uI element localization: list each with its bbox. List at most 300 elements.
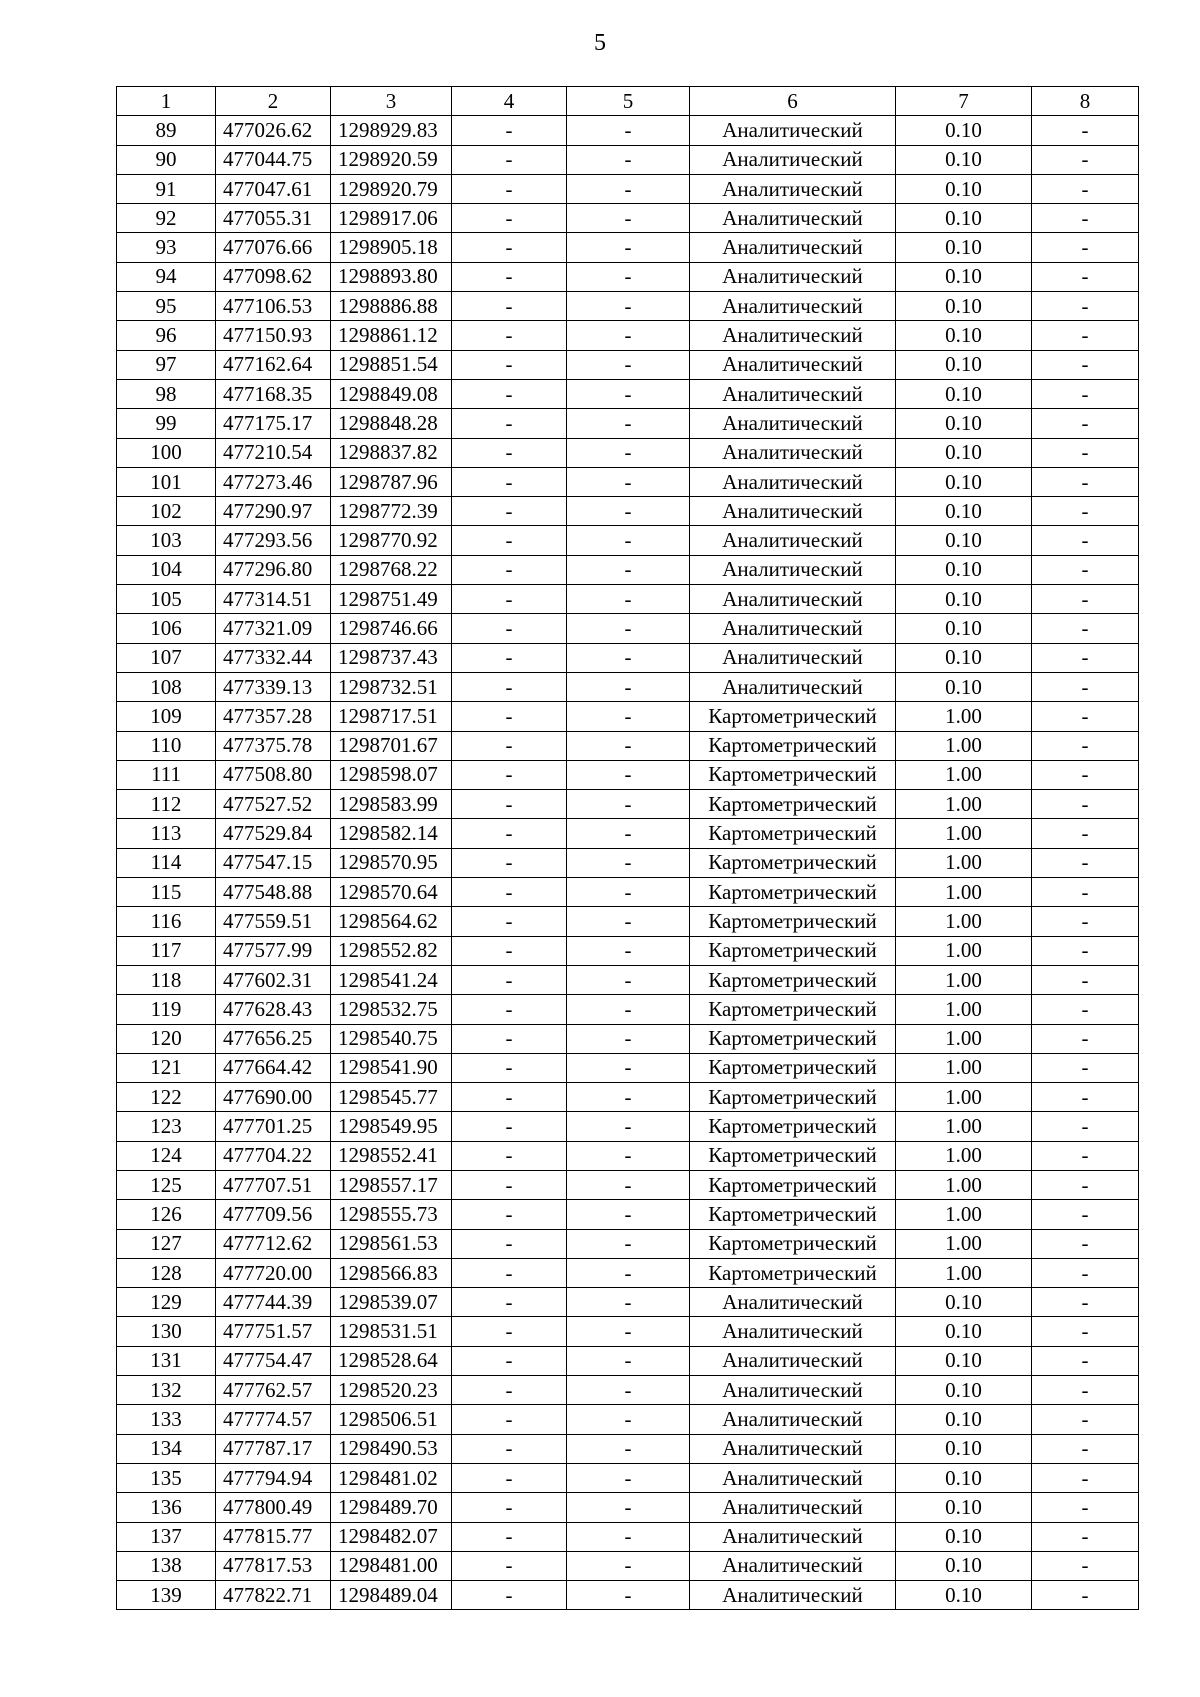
column-5-cell: - [567,731,690,760]
column-5-cell: - [567,204,690,233]
accuracy-cell: 0.10 [896,643,1032,672]
coordinate-x: 477701.25 [216,1112,331,1141]
column-8-cell: - [1032,819,1139,848]
method-cell: Аналитический [690,350,896,379]
column-4-cell: - [452,174,567,203]
table-row [117,585,1139,614]
table-row [117,848,1139,877]
coordinate-y: 1298929.83 [331,116,452,145]
coordinate-y: 1298482.07 [331,1522,452,1551]
accuracy-cell: 1.00 [896,995,1032,1024]
table-row [117,731,1139,760]
method-cell: Аналитический [690,1581,896,1610]
column-4-cell: - [452,116,567,145]
point-number: 126 [117,1200,216,1229]
coordinate-y: 1298506.51 [331,1405,452,1434]
accuracy-cell: 1.00 [896,907,1032,936]
column-8-cell: - [1032,1493,1139,1522]
column-5-cell: - [567,1288,690,1317]
column-4-cell: - [452,1170,567,1199]
point-number: 97 [117,350,216,379]
point-number: 109 [117,702,216,731]
column-8-cell: - [1032,848,1139,877]
point-number: 117 [117,936,216,965]
table-row [117,965,1139,994]
coordinate-x: 477822.71 [216,1581,331,1610]
coordinate-x: 477817.53 [216,1551,331,1580]
point-number: 106 [117,614,216,643]
column-5-cell: - [567,321,690,350]
table-row [117,204,1139,233]
point-number: 139 [117,1581,216,1610]
method-cell: Картометрический [690,731,896,760]
table-row [117,702,1139,731]
column-4-cell: - [452,848,567,877]
accuracy-cell: 1.00 [896,1141,1032,1170]
coordinate-y: 1298772.39 [331,497,452,526]
point-number: 94 [117,262,216,291]
coordinate-x: 477508.80 [216,760,331,789]
coordinate-y: 1298905.18 [331,233,452,262]
accuracy-cell: 1.00 [896,1229,1032,1258]
table-row [117,497,1139,526]
coordinate-x: 477076.66 [216,233,331,262]
column-8-cell: - [1032,145,1139,174]
table-row [117,1258,1139,1287]
coordinate-y: 1298552.82 [331,936,452,965]
coordinate-x: 477712.62 [216,1229,331,1258]
point-number: 121 [117,1053,216,1082]
column-5-cell: - [567,1112,690,1141]
coordinate-x: 477175.17 [216,409,331,438]
table-row [117,1405,1139,1434]
point-number: 134 [117,1434,216,1463]
method-cell: Картометрический [690,907,896,936]
column-8-cell: - [1032,233,1139,262]
coordinate-y: 1298893.80 [331,262,452,291]
method-cell: Картометрический [690,936,896,965]
point-number: 108 [117,672,216,701]
coordinate-x: 477762.57 [216,1376,331,1405]
method-cell: Аналитический [690,1405,896,1434]
column-4-cell: - [452,145,567,174]
column-5-cell: - [567,585,690,614]
method-cell: Аналитический [690,233,896,262]
coordinate-y: 1298851.54 [331,350,452,379]
table-row [117,878,1139,907]
column-8-cell: - [1032,614,1139,643]
point-number: 98 [117,379,216,408]
column-8-cell: - [1032,760,1139,789]
column-header: 4 [452,87,567,116]
method-cell: Аналитический [690,321,896,350]
table-row [117,1053,1139,1082]
accuracy-cell: 0.10 [896,438,1032,467]
coordinate-y: 1298787.96 [331,467,452,496]
coordinate-y: 1298886.88 [331,292,452,321]
point-number: 93 [117,233,216,262]
accuracy-cell: 1.00 [896,790,1032,819]
coordinate-y: 1298848.28 [331,409,452,438]
column-4-cell: - [452,321,567,350]
column-4-cell: - [452,731,567,760]
accuracy-cell: 0.10 [896,204,1032,233]
coordinate-x: 477044.75 [216,145,331,174]
column-8-cell: - [1032,497,1139,526]
column-4-cell: - [452,1551,567,1580]
table-row [117,1317,1139,1346]
coordinate-x: 477026.62 [216,116,331,145]
column-5-cell: - [567,878,690,907]
coordinate-x: 477751.57 [216,1317,331,1346]
method-cell: Аналитический [690,204,896,233]
coordinate-x: 477794.94 [216,1463,331,1492]
column-5-cell: - [567,702,690,731]
column-header: 2 [216,87,331,116]
table-row [117,262,1139,291]
column-4-cell: - [452,555,567,584]
column-5-cell: - [567,1376,690,1405]
coordinate-y: 1298481.02 [331,1463,452,1492]
point-number: 90 [117,145,216,174]
method-cell: Аналитический [690,1376,896,1405]
coordinate-y: 1298717.51 [331,702,452,731]
coordinate-y: 1298481.00 [331,1551,452,1580]
column-4-cell: - [452,526,567,555]
method-cell: Аналитический [690,409,896,438]
column-5-cell: - [567,1405,690,1434]
column-4-cell: - [452,467,567,496]
point-number: 91 [117,174,216,203]
table-row [117,1522,1139,1551]
coordinate-x: 477602.31 [216,965,331,994]
point-number: 136 [117,1493,216,1522]
table-row [117,819,1139,848]
column-8-cell: - [1032,672,1139,701]
accuracy-cell: 0.10 [896,1551,1032,1580]
accuracy-cell: 1.00 [896,1083,1032,1112]
column-8-cell: - [1032,1317,1139,1346]
column-5-cell: - [567,1229,690,1258]
point-number: 107 [117,643,216,672]
table-row [117,1551,1139,1580]
column-8-cell: - [1032,555,1139,584]
method-cell: Аналитический [690,585,896,614]
column-5-cell: - [567,1463,690,1492]
coordinate-x: 477628.43 [216,995,331,1024]
method-cell: Картометрический [690,878,896,907]
column-4-cell: - [452,1346,567,1375]
column-4-cell: - [452,643,567,672]
column-8-cell: - [1032,731,1139,760]
coordinate-x: 477047.61 [216,174,331,203]
coordinate-y: 1298528.64 [331,1346,452,1375]
column-8-cell: - [1032,643,1139,672]
method-cell: Картометрический [690,1024,896,1053]
accuracy-cell: 0.10 [896,1581,1032,1610]
column-8-cell: - [1032,1053,1139,1082]
table-header-row [117,87,1139,116]
accuracy-cell: 1.00 [896,1024,1032,1053]
table-row [117,1493,1139,1522]
method-cell: Картометрический [690,965,896,994]
column-4-cell: - [452,1288,567,1317]
column-5-cell: - [567,409,690,438]
point-number: 127 [117,1229,216,1258]
table-row [117,790,1139,819]
column-5-cell: - [567,1346,690,1375]
coordinate-x: 477150.93 [216,321,331,350]
column-5-cell: - [567,497,690,526]
point-number: 116 [117,907,216,936]
point-number: 125 [117,1170,216,1199]
column-5-cell: - [567,790,690,819]
column-5-cell: - [567,555,690,584]
column-8-cell: - [1032,790,1139,819]
point-number: 137 [117,1522,216,1551]
column-5-cell: - [567,614,690,643]
column-4-cell: - [452,1376,567,1405]
column-4-cell: - [452,907,567,936]
column-4-cell: - [452,1317,567,1346]
column-5-cell: - [567,1317,690,1346]
coordinate-y: 1298541.90 [331,1053,452,1082]
coordinate-x: 477098.62 [216,262,331,291]
point-number: 112 [117,790,216,819]
column-8-cell: - [1032,350,1139,379]
coordinate-x: 477559.51 [216,907,331,936]
accuracy-cell: 0.10 [896,672,1032,701]
coordinate-x: 477547.15 [216,848,331,877]
column-5-cell: - [567,145,690,174]
column-8-cell: - [1032,1346,1139,1375]
table-row [117,438,1139,467]
table-row [117,1200,1139,1229]
accuracy-cell: 0.10 [896,379,1032,408]
table-row [117,672,1139,701]
coordinate-x: 477548.88 [216,878,331,907]
coordinate-y: 1298917.06 [331,204,452,233]
column-header: 8 [1032,87,1139,116]
column-4-cell: - [452,1405,567,1434]
accuracy-cell: 0.10 [896,1434,1032,1463]
column-4-cell: - [452,1083,567,1112]
coordinate-x: 477787.17 [216,1434,331,1463]
table-row [117,555,1139,584]
column-8-cell: - [1032,585,1139,614]
accuracy-cell: 0.10 [896,145,1032,174]
coordinates-table [116,86,1139,1610]
column-4-cell: - [452,1229,567,1258]
column-5-cell: - [567,1581,690,1610]
table-row [117,907,1139,936]
table-row [117,1346,1139,1375]
point-number: 95 [117,292,216,321]
column-8-cell: - [1032,379,1139,408]
accuracy-cell: 1.00 [896,1112,1032,1141]
point-number: 133 [117,1405,216,1434]
accuracy-cell: 0.10 [896,614,1032,643]
coordinate-y: 1298582.14 [331,819,452,848]
coordinate-x: 477290.97 [216,497,331,526]
table-row [117,1288,1139,1317]
point-number: 92 [117,204,216,233]
coordinate-x: 477168.35 [216,379,331,408]
column-5-cell: - [567,174,690,203]
accuracy-cell: 0.10 [896,350,1032,379]
column-5-cell: - [567,760,690,789]
column-4-cell: - [452,1493,567,1522]
method-cell: Аналитический [690,526,896,555]
column-5-cell: - [567,438,690,467]
method-cell: Картометрический [690,848,896,877]
column-4-cell: - [452,438,567,467]
table-row [117,1229,1139,1258]
point-number: 103 [117,526,216,555]
coordinate-x: 477314.51 [216,585,331,614]
method-cell: Аналитический [690,1288,896,1317]
column-header: 7 [896,87,1032,116]
method-cell: Картометрический [690,819,896,848]
method-cell: Картометрический [690,1112,896,1141]
table-row [117,1376,1139,1405]
column-8-cell: - [1032,467,1139,496]
column-8-cell: - [1032,321,1139,350]
column-4-cell: - [452,1200,567,1229]
column-8-cell: - [1032,965,1139,994]
column-5-cell: - [567,1258,690,1287]
table-row [117,995,1139,1024]
column-5-cell: - [567,819,690,848]
coordinate-x: 477774.57 [216,1405,331,1434]
column-5-cell: - [567,1141,690,1170]
accuracy-cell: 0.10 [896,116,1032,145]
method-cell: Аналитический [690,1463,896,1492]
coordinate-y: 1298489.70 [331,1493,452,1522]
column-4-cell: - [452,233,567,262]
accuracy-cell: 0.10 [896,1493,1032,1522]
column-4-cell: - [452,379,567,408]
method-cell: Аналитический [690,614,896,643]
column-4-cell: - [452,790,567,819]
accuracy-cell: 0.10 [896,1346,1032,1375]
accuracy-cell: 1.00 [896,1170,1032,1199]
method-cell: Аналитический [690,467,896,496]
column-5-cell: - [567,292,690,321]
coordinate-y: 1298532.75 [331,995,452,1024]
method-cell: Картометрический [690,702,896,731]
column-8-cell: - [1032,116,1139,145]
accuracy-cell: 1.00 [896,819,1032,848]
column-4-cell: - [452,585,567,614]
method-cell: Аналитический [690,262,896,291]
coordinate-y: 1298849.08 [331,379,452,408]
column-5-cell: - [567,995,690,1024]
column-8-cell: - [1032,907,1139,936]
accuracy-cell: 1.00 [896,760,1032,789]
column-5-cell: - [567,907,690,936]
column-5-cell: - [567,467,690,496]
column-8-cell: - [1032,1288,1139,1317]
accuracy-cell: 1.00 [896,878,1032,907]
accuracy-cell: 1.00 [896,848,1032,877]
coordinate-y: 1298557.17 [331,1170,452,1199]
point-number: 110 [117,731,216,760]
coordinate-y: 1298751.49 [331,585,452,614]
column-8-cell: - [1032,174,1139,203]
column-5-cell: - [567,1083,690,1112]
table-row [117,614,1139,643]
column-4-cell: - [452,1141,567,1170]
method-cell: Аналитический [690,497,896,526]
column-5-cell: - [567,965,690,994]
column-8-cell: - [1032,262,1139,291]
method-cell: Аналитический [690,438,896,467]
table-row [117,643,1139,672]
coordinate-y: 1298490.53 [331,1434,452,1463]
table-row [117,526,1139,555]
column-4-cell: - [452,995,567,1024]
coordinate-x: 477273.46 [216,467,331,496]
column-5-cell: - [567,1522,690,1551]
column-5-cell: - [567,262,690,291]
accuracy-cell: 0.10 [896,292,1032,321]
method-cell: Картометрический [690,1258,896,1287]
coordinate-x: 477375.78 [216,731,331,760]
column-8-cell: - [1032,1463,1139,1492]
accuracy-cell: 0.10 [896,233,1032,262]
column-5-cell: - [567,1493,690,1522]
accuracy-cell: 1.00 [896,702,1032,731]
method-cell: Картометрический [690,1229,896,1258]
point-number: 115 [117,878,216,907]
coordinate-y: 1298549.95 [331,1112,452,1141]
method-cell: Картометрический [690,995,896,1024]
coordinate-y: 1298545.77 [331,1083,452,1112]
column-8-cell: - [1032,1551,1139,1580]
coordinate-x: 477707.51 [216,1170,331,1199]
column-4-cell: - [452,1112,567,1141]
point-number: 101 [117,467,216,496]
method-cell: Аналитический [690,672,896,701]
column-8-cell: - [1032,1200,1139,1229]
accuracy-cell: 1.00 [896,965,1032,994]
coordinate-x: 477656.25 [216,1024,331,1053]
accuracy-cell: 0.10 [896,555,1032,584]
coordinate-x: 477293.56 [216,526,331,555]
method-cell: Картометрический [690,1200,896,1229]
method-cell: Аналитический [690,1522,896,1551]
coordinate-x: 477690.00 [216,1083,331,1112]
point-number: 123 [117,1112,216,1141]
table-row [117,1112,1139,1141]
column-8-cell: - [1032,1376,1139,1405]
method-cell: Аналитический [690,1317,896,1346]
coordinate-x: 477529.84 [216,819,331,848]
column-8-cell: - [1032,204,1139,233]
coordinate-y: 1298489.04 [331,1581,452,1610]
coordinate-y: 1298583.99 [331,790,452,819]
point-number: 111 [117,760,216,789]
coordinate-x: 477527.52 [216,790,331,819]
column-8-cell: - [1032,292,1139,321]
column-4-cell: - [452,1522,567,1551]
method-cell: Аналитический [690,1493,896,1522]
coordinate-y: 1298520.23 [331,1376,452,1405]
coordinate-y: 1298920.59 [331,145,452,174]
column-4-cell: - [452,702,567,731]
column-4-cell: - [452,1463,567,1492]
